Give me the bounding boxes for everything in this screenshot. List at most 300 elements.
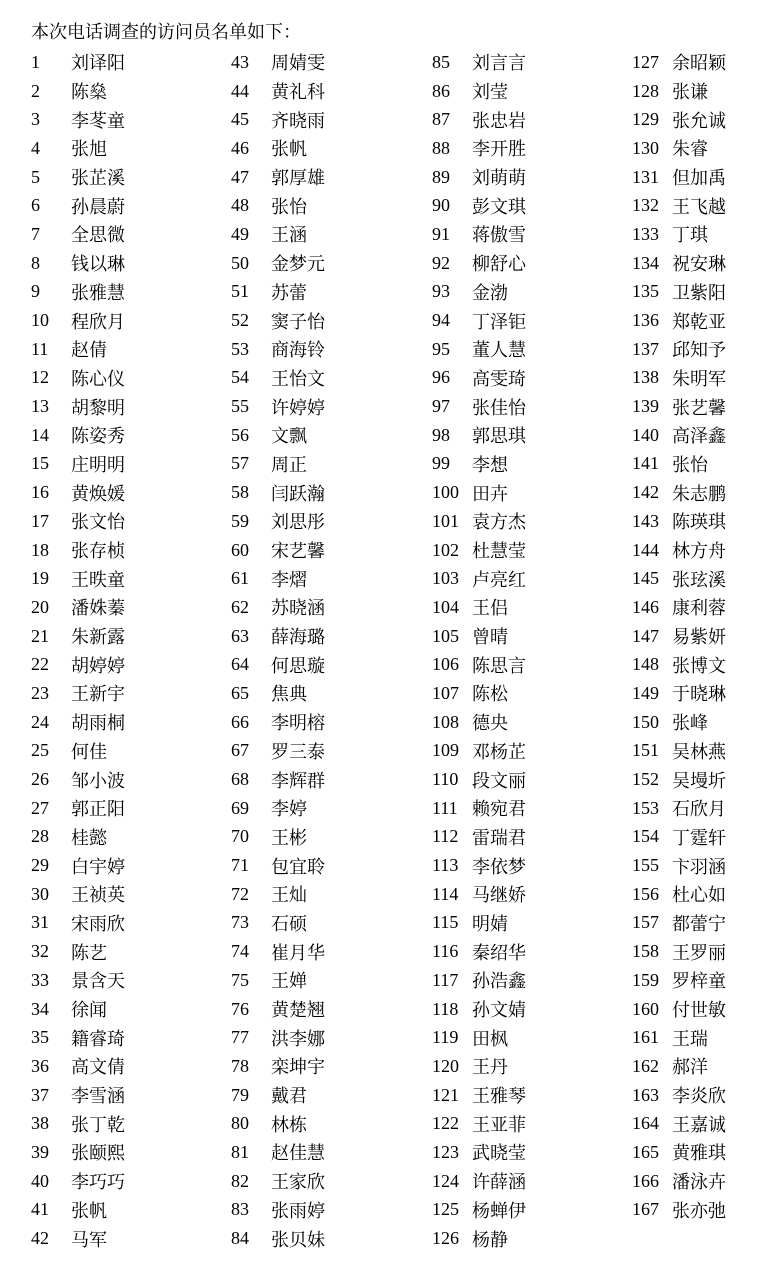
interviewer-number: 122 [432, 1113, 459, 1134]
interviewer-number: 49 [231, 223, 249, 244]
interviewer-name: 吴林燕 [672, 741, 726, 763]
interviewer-row [432, 249, 632, 278]
interviewer-number: 33 [31, 969, 49, 990]
interviewer-row [432, 1138, 632, 1167]
interviewer-name: 张芷溪 [71, 168, 125, 190]
interviewer-number: 86 [432, 80, 450, 101]
interviewer-row [231, 1081, 431, 1110]
interviewer-number: 138 [632, 367, 659, 388]
interviewer-number: 55 [231, 396, 249, 417]
interviewer-name: 柳舒心 [472, 254, 526, 276]
interviewer-name: 付世敏 [672, 1000, 726, 1022]
interviewer-number: 123 [432, 1141, 459, 1162]
interviewer-number: 167 [632, 1199, 659, 1220]
interviewer-row [632, 392, 782, 421]
interviewer-row [432, 392, 632, 421]
interviewer-name: 王雅琴 [472, 1086, 526, 1108]
interviewer-name: 邹小波 [71, 770, 125, 792]
interviewer-name: 林栋 [271, 1114, 307, 1136]
interviewer-row [231, 851, 431, 880]
interviewer-row [31, 564, 231, 593]
interviewer-number: 162 [632, 1055, 659, 1076]
interviewer-row [231, 450, 431, 479]
interviewer-number: 157 [632, 912, 659, 933]
interviewer-name: 窦子怡 [271, 311, 325, 333]
interviewer-row [231, 163, 431, 192]
interviewer-name: 李雪涵 [71, 1086, 125, 1108]
interviewer-name: 薛海璐 [271, 627, 325, 649]
interviewer-number: 115 [432, 912, 459, 933]
interviewer-row [231, 708, 431, 737]
interviewer-row [231, 306, 431, 335]
interviewer-row [632, 478, 782, 507]
interviewer-name: 张艺馨 [672, 397, 726, 419]
interviewer-row [31, 880, 231, 909]
interviewer-number: 102 [432, 539, 459, 560]
interviewer-name: 胡黎明 [71, 397, 125, 419]
interviewer-number: 158 [632, 941, 659, 962]
interviewer-number: 61 [231, 568, 249, 589]
interviewer-number: 24 [31, 711, 49, 732]
interviewer-number: 3 [31, 109, 40, 130]
interviewer-name: 杨蝉伊 [472, 1200, 526, 1222]
interviewer-row [31, 134, 231, 163]
interviewer-row [432, 191, 632, 220]
interviewer-row [632, 679, 782, 708]
interviewer-number: 73 [231, 912, 249, 933]
interviewer-row [432, 1023, 632, 1052]
interviewer-number: 127 [632, 51, 659, 72]
interviewer-name: 崔月华 [271, 942, 325, 964]
interviewer-number: 20 [31, 596, 49, 617]
interviewer-number: 119 [432, 1027, 459, 1048]
interviewer-name: 彭文琪 [472, 196, 526, 218]
interviewer-number: 164 [632, 1113, 659, 1134]
interviewer-row [231, 880, 431, 909]
interviewer-row [231, 392, 431, 421]
interviewer-name: 王昳童 [71, 569, 125, 591]
interviewer-name: 包宜聆 [271, 856, 325, 878]
interviewer-name: 刘译阳 [71, 53, 125, 75]
interviewer-number: 108 [432, 711, 459, 732]
interviewer-row [231, 191, 431, 220]
interviewer-row [31, 937, 231, 966]
interviewer-row [432, 880, 632, 909]
interviewer-name: 秦绍华 [472, 942, 526, 964]
interviewer-name: 王侣 [472, 598, 508, 620]
interviewer-row [31, 1081, 231, 1110]
interviewer-row [31, 450, 231, 479]
interviewer-number: 50 [231, 252, 249, 273]
interviewer-number: 112 [432, 826, 459, 847]
interviewer-name: 赵佳慧 [271, 1143, 325, 1165]
interviewer-number: 109 [432, 740, 459, 761]
interviewer-name: 刘莹 [472, 82, 508, 104]
interviewer-number: 142 [632, 482, 659, 503]
interviewer-row [231, 364, 431, 393]
interviewer-number: 125 [432, 1199, 459, 1220]
interviewer-number: 154 [632, 826, 659, 847]
interviewer-number: 143 [632, 510, 659, 531]
interviewer-row [632, 622, 782, 651]
interviewer-name: 马继娇 [472, 885, 526, 907]
interviewer-row [231, 421, 431, 450]
interviewer-name: 丁琪 [672, 225, 708, 247]
interviewer-row [432, 163, 632, 192]
interviewer-number: 100 [432, 482, 459, 503]
interviewer-row [31, 593, 231, 622]
interviewer-name: 白宇婷 [71, 856, 125, 878]
interviewer-row [432, 507, 632, 536]
interviewer-name: 张颐熙 [71, 1143, 125, 1165]
interviewer-row [432, 306, 632, 335]
interviewer-name: 德央 [472, 713, 508, 735]
interviewer-name: 胡雨桐 [71, 713, 125, 735]
interviewer-number: 107 [432, 682, 459, 703]
interviewer-name: 苏晓涵 [271, 598, 325, 620]
interviewer-row [231, 737, 431, 766]
interviewer-row [231, 134, 431, 163]
interviewer-number: 10 [31, 310, 49, 331]
interviewer-name: 王婵 [271, 971, 307, 993]
interviewer-number: 39 [31, 1141, 49, 1162]
interviewer-number: 47 [231, 166, 249, 187]
interviewer-name: 王罗丽 [672, 942, 726, 964]
interviewer-row [31, 335, 231, 364]
interviewer-number: 89 [432, 166, 450, 187]
interviewer-row [31, 909, 231, 938]
interviewer-row [432, 1081, 632, 1110]
interviewer-name: 齐晓雨 [271, 110, 325, 132]
interviewer-row [632, 48, 782, 77]
interviewer-number: 156 [632, 883, 659, 904]
interviewer-name: 易紫妍 [672, 627, 726, 649]
interviewer-row [31, 220, 231, 249]
interviewer-name: 王瑞 [672, 1028, 708, 1050]
interviewer-name: 朱志鹏 [672, 483, 726, 505]
interviewer-name: 全思微 [71, 225, 125, 247]
interviewer-row [231, 650, 431, 679]
interviewer-row [231, 335, 431, 364]
interviewer-name: 明婧 [472, 913, 508, 935]
interviewer-name: 高文倩 [71, 1057, 125, 1079]
interviewer-row [432, 1052, 632, 1081]
interviewer-number: 160 [632, 998, 659, 1019]
interviewer-name: 何思璇 [271, 655, 325, 677]
interviewer-number: 85 [432, 51, 450, 72]
interviewer-row [31, 1167, 231, 1196]
interviewer-number: 68 [231, 769, 249, 790]
interviewer-number: 129 [632, 109, 659, 130]
interviewer-number: 166 [632, 1170, 659, 1191]
interviewer-number: 11 [31, 338, 49, 359]
interviewer-number: 114 [432, 883, 459, 904]
interviewer-row [432, 48, 632, 77]
interviewer-row [231, 765, 431, 794]
interviewer-name: 许薛涵 [472, 1172, 526, 1194]
interviewer-name: 王灿 [271, 885, 307, 907]
interviewer-row [632, 909, 782, 938]
interviewer-name: 石欣月 [672, 799, 726, 821]
interviewer-number: 94 [432, 310, 450, 331]
interviewer-number: 116 [432, 941, 459, 962]
interviewer-row [231, 564, 431, 593]
interviewer-row [632, 1138, 782, 1167]
interviewer-name: 邱知予 [672, 340, 726, 362]
interviewer-row [432, 134, 632, 163]
interviewer-name: 王家欣 [271, 1172, 325, 1194]
interviewer-name: 张亦弛 [672, 1200, 726, 1222]
interviewer-name: 李熠 [271, 569, 307, 591]
interviewer-number: 87 [432, 109, 450, 130]
interviewer-number: 25 [31, 740, 49, 761]
interviewer-number: 17 [31, 510, 49, 531]
interviewer-number: 70 [231, 826, 249, 847]
interviewer-name: 郭正阳 [71, 799, 125, 821]
interviewer-number: 84 [231, 1228, 249, 1249]
interviewer-row [31, 478, 231, 507]
name-column-2 [231, 48, 431, 1253]
interviewer-name: 黄焕媛 [71, 483, 125, 505]
interviewer-number: 45 [231, 109, 249, 130]
interviewer-name: 金渤 [472, 282, 508, 304]
interviewer-row [432, 335, 632, 364]
interviewer-number: 74 [231, 941, 249, 962]
interviewer-row [231, 1109, 431, 1138]
interviewer-row [31, 507, 231, 536]
interviewer-row [432, 364, 632, 393]
interviewer-row [231, 622, 431, 651]
interviewer-name: 高泽鑫 [672, 426, 726, 448]
interviewer-name: 焦典 [271, 684, 307, 706]
interviewer-number: 82 [231, 1170, 249, 1191]
interviewer-row [432, 966, 632, 995]
interviewer-name: 商海铃 [271, 340, 325, 362]
interviewer-number: 62 [231, 596, 249, 617]
interviewer-name: 李苳童 [71, 110, 125, 132]
interviewer-number: 6 [31, 195, 40, 216]
interviewer-number: 99 [432, 453, 450, 474]
interviewer-row [632, 364, 782, 393]
interviewer-row [632, 1109, 782, 1138]
interviewer-name: 程欣月 [71, 311, 125, 333]
interviewer-row [231, 1052, 431, 1081]
interviewer-name: 张雅慧 [71, 282, 125, 304]
interviewer-number: 105 [432, 625, 459, 646]
interviewer-number: 72 [231, 883, 249, 904]
interviewer-number: 118 [432, 998, 459, 1019]
interviewer-row [432, 421, 632, 450]
interviewer-number: 139 [632, 396, 659, 417]
interviewer-number: 140 [632, 424, 659, 445]
interviewer-row [632, 794, 782, 823]
interviewer-number: 65 [231, 682, 249, 703]
interviewer-name: 杨静 [472, 1229, 508, 1251]
interviewer-number: 22 [31, 654, 49, 675]
interviewer-name: 于晓琳 [672, 684, 726, 706]
interviewer-row [31, 1138, 231, 1167]
interviewer-name: 丁泽钜 [472, 311, 526, 333]
interviewer-number: 120 [432, 1055, 459, 1076]
interviewer-row [432, 937, 632, 966]
interviewer-name: 张佳怡 [472, 397, 526, 419]
interviewer-name: 袁方杰 [472, 512, 526, 534]
interviewer-name: 丁霆轩 [672, 827, 726, 849]
interviewer-row [632, 77, 782, 106]
interviewer-number: 29 [31, 855, 49, 876]
interviewer-name: 马军 [71, 1229, 107, 1251]
interviewer-row [632, 995, 782, 1024]
interviewer-name: 潘姝蓁 [71, 598, 125, 620]
interviewer-name: 张旭 [71, 139, 107, 161]
interviewer-row [31, 1196, 231, 1225]
interviewer-row [31, 1023, 231, 1052]
interviewer-name: 林方舟 [672, 541, 726, 563]
interviewer-name: 黄楚翘 [271, 1000, 325, 1022]
interviewer-row [31, 737, 231, 766]
interviewer-row [632, 450, 782, 479]
interviewer-name: 文飘 [271, 426, 307, 448]
interviewer-row [632, 593, 782, 622]
interviewer-row [432, 593, 632, 622]
interviewer-name: 赵倩 [71, 340, 107, 362]
interviewer-number: 148 [632, 654, 659, 675]
interviewer-number: 104 [432, 596, 459, 617]
interviewer-name: 郭厚雄 [271, 168, 325, 190]
interviewer-number: 80 [231, 1113, 249, 1134]
interviewer-name: 高雯琦 [472, 368, 526, 390]
interviewer-name: 戴君 [271, 1086, 307, 1108]
interviewer-name: 张允诚 [672, 110, 726, 132]
interviewer-number: 141 [632, 453, 659, 474]
interviewer-row [31, 622, 231, 651]
interviewer-row [632, 564, 782, 593]
interviewer-name: 栾坤宇 [271, 1057, 325, 1079]
interviewer-name: 张忠岩 [472, 110, 526, 132]
interviewer-number: 134 [632, 252, 659, 273]
interviewer-name: 洪李娜 [271, 1028, 325, 1050]
interviewer-name: 李巧巧 [71, 1172, 125, 1194]
interviewer-row [632, 536, 782, 565]
interviewer-row [31, 364, 231, 393]
interviewer-row [432, 995, 632, 1024]
interviewer-name: 但加禹 [672, 168, 726, 190]
interviewer-name: 邓杨芷 [472, 741, 526, 763]
interviewer-name: 陈燊 [71, 82, 107, 104]
interviewer-name: 都蕾宁 [672, 913, 726, 935]
interviewer-name: 王怡文 [271, 368, 325, 390]
interviewer-number: 165 [632, 1141, 659, 1162]
interviewer-name: 张贝妹 [271, 1229, 325, 1251]
interviewer-number: 145 [632, 568, 659, 589]
interviewer-row [632, 1167, 782, 1196]
interviewer-name: 闫跃瀚 [271, 483, 325, 505]
interviewer-number: 53 [231, 338, 249, 359]
interviewer-row [231, 1196, 431, 1225]
interviewer-number: 5 [31, 166, 40, 187]
interviewer-name: 李依梦 [472, 856, 526, 878]
interviewer-name: 孙晨蔚 [71, 196, 125, 218]
interviewer-number: 37 [31, 1084, 49, 1105]
interviewer-row [432, 564, 632, 593]
interviewer-name: 刘萌萌 [472, 168, 526, 190]
interviewer-row [31, 650, 231, 679]
interviewer-name: 朱明军 [672, 368, 726, 390]
interviewer-number: 66 [231, 711, 249, 732]
interviewer-row [231, 105, 431, 134]
interviewer-row [31, 679, 231, 708]
interviewer-name: 刘言言 [472, 53, 526, 75]
interviewer-name: 黄雅琪 [672, 1143, 726, 1165]
interviewer-name: 陈艺 [71, 942, 107, 964]
interviewer-row [31, 1052, 231, 1081]
interviewer-number: 48 [231, 195, 249, 216]
interviewer-name: 罗梓童 [672, 971, 726, 993]
interviewer-number: 41 [31, 1199, 49, 1220]
interviewer-name: 祝安琳 [672, 254, 726, 276]
interviewer-number: 36 [31, 1055, 49, 1076]
interviewer-number: 133 [632, 223, 659, 244]
interviewer-name: 张帆 [71, 1200, 107, 1222]
interviewer-row [632, 1023, 782, 1052]
interviewer-row [231, 966, 431, 995]
interviewer-row [432, 220, 632, 249]
interviewer-name: 周正 [271, 454, 307, 476]
interviewer-row [231, 679, 431, 708]
interviewer-row [231, 1023, 431, 1052]
interviewer-name: 卢亮红 [472, 569, 526, 591]
interviewer-row [432, 823, 632, 852]
interviewer-row [31, 536, 231, 565]
interviewer-number: 71 [231, 855, 249, 876]
interviewer-row [432, 1224, 632, 1253]
interviewer-number: 131 [632, 166, 659, 187]
interviewer-number: 90 [432, 195, 450, 216]
interviewer-name: 张谦 [672, 82, 708, 104]
interviewer-row [632, 278, 782, 307]
interviewer-number: 147 [632, 625, 659, 646]
interviewer-number: 23 [31, 682, 49, 703]
interviewer-number: 103 [432, 568, 459, 589]
interviewer-row [632, 249, 782, 278]
interviewer-row [632, 708, 782, 737]
interviewer-row [231, 794, 431, 823]
interviewer-number: 27 [31, 797, 49, 818]
interviewer-name: 罗三泰 [271, 741, 325, 763]
interviewer-name: 张文怡 [71, 512, 125, 534]
interviewer-number: 163 [632, 1084, 659, 1105]
interviewer-number: 96 [432, 367, 450, 388]
interviewer-number: 161 [632, 1027, 659, 1048]
interviewer-number: 91 [432, 223, 450, 244]
interviewer-name: 田卉 [472, 483, 508, 505]
interviewer-name: 杜慧莹 [472, 541, 526, 563]
interviewer-name: 陈松 [472, 684, 508, 706]
interviewer-name: 张怡 [672, 454, 708, 476]
interviewer-name: 何佳 [71, 741, 107, 763]
interviewer-row [432, 450, 632, 479]
interviewer-row [632, 421, 782, 450]
interviewer-name: 陈瑛琪 [672, 512, 726, 534]
interviewer-row [31, 421, 231, 450]
interviewer-row [432, 622, 632, 651]
interviewer-row [632, 1052, 782, 1081]
interviewer-number: 113 [432, 855, 459, 876]
interviewer-name: 潘泳卉 [672, 1172, 726, 1194]
interviewer-row [31, 1224, 231, 1253]
interviewer-name: 黄礼科 [271, 82, 325, 104]
interviewer-name: 周婧雯 [271, 53, 325, 75]
